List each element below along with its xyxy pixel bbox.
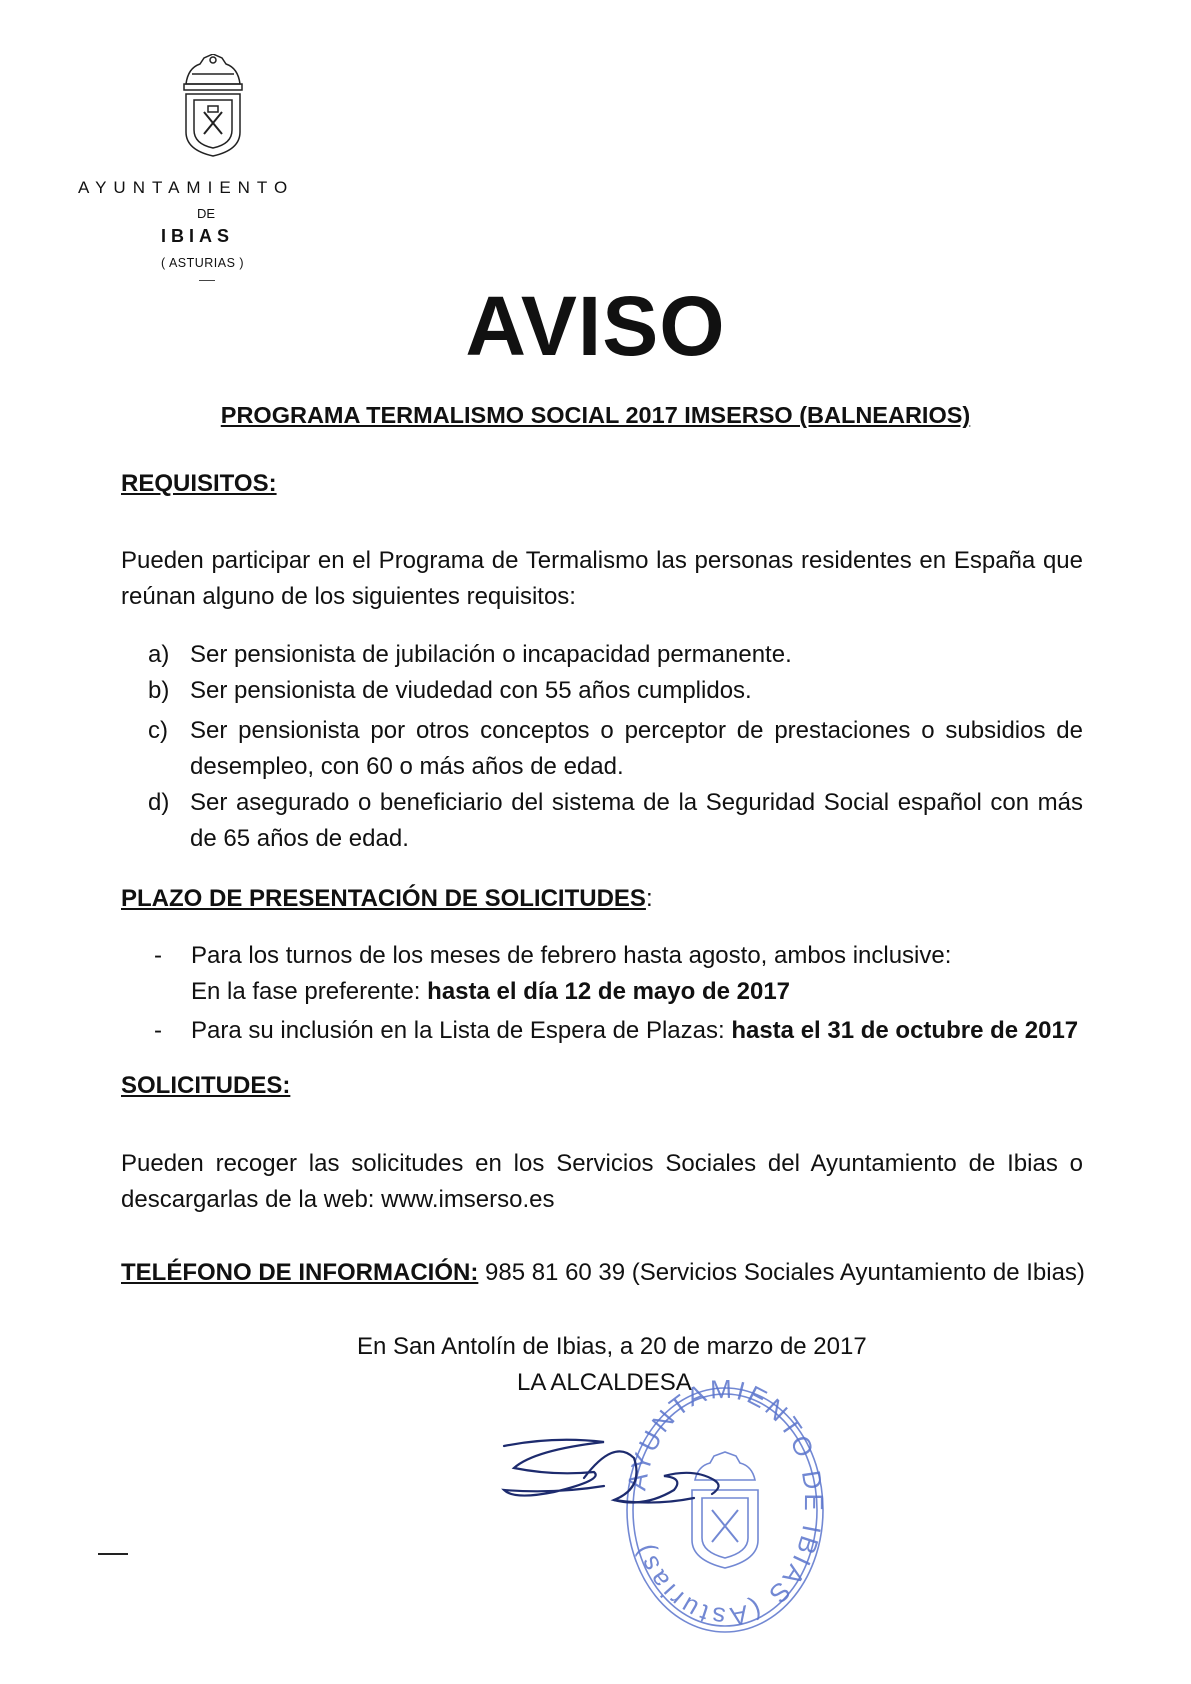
- letterhead-province: ( ASTURIAS ): [161, 256, 245, 270]
- page-title: AVISO: [465, 279, 726, 373]
- letterhead-name: AYUNTAMIENTO: [78, 178, 295, 197]
- plazo-marker-1: -: [154, 942, 162, 969]
- plazo-item-1-line-1: Para los turnos de los meses de febrero hasta agosto, ambos inclusive:: [191, 942, 952, 969]
- requisitos-heading: REQUISITOS:: [121, 470, 277, 497]
- page-subtitle: PROGRAMA TERMALISMO SOCIAL 2017 IMSERSO (BALNEARIOS): [220, 402, 971, 428]
- list-item: [148, 673, 1083, 709]
- telefono-label: TELÉFONO DE INFORMACIÓN:: [121, 1259, 479, 1286]
- seal-text: AYUNTAMIENTO DE IBIAS (Asturias): [621, 1373, 830, 1633]
- list-marker: c): [148, 717, 168, 744]
- plazo-item-1-line-2: [191, 978, 790, 1006]
- plazo-item-1-deadline: hasta el día 12 de mayo de 2017: [427, 978, 791, 1005]
- solicitudes-heading: SOLICITUDES:: [121, 1072, 291, 1099]
- list-item-text: Ser pensionista de jubilación o incapacidad permanente.: [190, 641, 792, 668]
- plazo-heading-row: [121, 885, 653, 913]
- list-marker: d): [148, 789, 170, 816]
- list-marker: a): [148, 641, 170, 668]
- list-item: [148, 637, 1083, 673]
- letterhead-de: DE: [197, 206, 216, 221]
- telefono-row: [121, 1259, 1085, 1287]
- list-item-text: Ser pensionista por otros conceptos o perceptor de prestaciones o subsidios de desempleo, con 60 o más años de edad.: [190, 717, 1083, 780]
- margin-mark: [98, 1553, 128, 1555]
- list-item-text: Ser pensionista de viudedad con 55 años cumplidos.: [190, 677, 752, 704]
- signer-title: LA ALCALDESA: [517, 1369, 692, 1396]
- plazo-marker-2: -: [154, 1017, 162, 1044]
- plazo-item-2-deadline: hasta el 31 de octubre de 2017: [731, 1017, 1079, 1044]
- coat-of-arms-icon: [178, 54, 248, 158]
- plazo-heading: PLAZO DE PRESENTACIÓN DE SOLICITUDES: [121, 885, 646, 912]
- telefono-value: 985 81 60 39 (Servicios Sociales Ayuntamiento de Ibias): [478, 1259, 1085, 1286]
- plazo-item-1-prefix: En la fase preferente:: [191, 978, 428, 1005]
- plazo-item-2-prefix: Para su inclusión en la Lista de Espera de Plazas:: [191, 1017, 732, 1044]
- list-item: [148, 785, 1083, 857]
- solicitudes-text: Pueden recoger las solicitudes en los Servicios Sociales del Ayuntamiento de Ibias o descargarlas de la web: www.imserso.es: [121, 1150, 1083, 1213]
- place-date: En San Antolín de Ibias, a 20 de marzo de 2017: [357, 1333, 867, 1360]
- list-item: [148, 713, 1083, 785]
- requisitos-intro: Pueden participar en el Programa de Termalismo las personas residentes en España que reúnan alguno de los siguientes requisitos:: [121, 547, 1083, 610]
- list-marker: b): [148, 677, 170, 704]
- signature-icon: [494, 1428, 794, 1528]
- plazo-heading-colon: :: [645, 885, 653, 912]
- list-item-text: Ser asegurado o beneficiario del sistema de la Seguridad Social español con más de 65 años de edad.: [190, 789, 1083, 852]
- letterhead-town: IBIAS: [161, 226, 235, 246]
- plazo-item-2: [191, 1017, 1078, 1045]
